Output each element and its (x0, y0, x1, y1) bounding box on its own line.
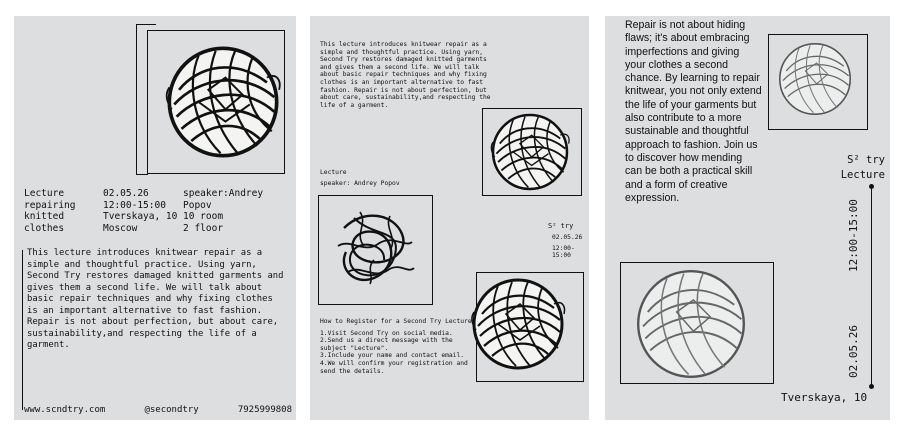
divider (136, 24, 156, 25)
timeline-line (871, 186, 872, 386)
speaker: speaker:Andrey Popov (183, 188, 264, 211)
address: Tverskaya, 10 (781, 391, 868, 404)
register-step: 4.We will confirm your registration and send the details. (320, 359, 468, 375)
yarn-ball-icon (468, 272, 568, 376)
divider (136, 24, 137, 174)
date: 02.05.26 (103, 188, 149, 199)
poster-1 (14, 16, 296, 420)
description: This lecture introduces knitwear repair as a simple and thoughtful practice. Using yarn, Second Try restores damaged knitted garments and gives them a second life. We will talk about basic repair techniques and why fixing clothes is an important alternative to fast fashion. Repair is not about perfection, but about care, sustainability,and respecting the life of a garment. (320, 41, 491, 109)
date: 02.05.26 (552, 234, 583, 241)
register-step: 3.Include your name and contact email. (320, 352, 465, 360)
description: This lecture introduces knitwear repair as a simple and thoughtful practice. Using yarn, Second Try restores damaged knitted garments and gives them a second life. We will talk about basic repair techniques and why fixing clothes is an important alternative to fast fashion. Repair is not about perfection, but about care, sustainability,and respecting the life of a garment. (27, 248, 284, 350)
poster-3 (605, 16, 890, 420)
yarn-ball-icon (775, 38, 855, 120)
register-step: 1.Visit Second Try on social media. (320, 329, 453, 337)
timeline-dot (869, 184, 874, 189)
lecture-label: Lecture (320, 169, 347, 176)
divider (136, 174, 148, 175)
brand-logo: S² try (548, 222, 574, 230)
brand-logo: S² try (847, 154, 885, 166)
timeline-dot (869, 384, 874, 389)
register-step: 2.Send us a direct message with the subject "Lecture". (320, 337, 453, 352)
social-handle[interactable]: @secondtry (144, 405, 199, 415)
time: 12:00- 15:00 (552, 244, 575, 260)
floor: 2 floor (183, 222, 224, 234)
phone-number[interactable]: 7925999808 (237, 405, 292, 415)
quote-text: Repair is not about hiding flaws; it's about embracing imperfections and giving your clothes a second chance. By learning to repair knitwear, you not only extend the life of your garments but also contribute to a more sustainable and thoughtful approach to fashion. Join us to discover how mending can be both a practical skill and a form of creative expression. (625, 19, 762, 204)
yarn-ball-icon (162, 38, 284, 166)
tangled-yarn-icon (324, 198, 424, 298)
lecture-label: Lecture (24, 188, 65, 199)
room: 10 room (183, 211, 224, 222)
yarn-ball-icon (629, 264, 753, 384)
city: Moscow (103, 222, 138, 234)
register-title: How to Register for a Second Try Lecture: (320, 318, 476, 325)
topic-word: knitted (24, 211, 65, 222)
time: 12:00-15:00 (847, 199, 860, 272)
lecture-label: Lecture (840, 169, 885, 181)
topic-word: repairing (24, 199, 76, 211)
date: 02.05.26 (847, 325, 860, 378)
topic-word: clothes (24, 222, 65, 234)
poster-2 (310, 16, 589, 420)
speaker: speaker: Andrey Popov (320, 179, 400, 187)
yarn-ball-icon (488, 110, 572, 194)
website-link[interactable]: www.scndtry.com (24, 405, 106, 415)
time: 12:00-15:00 (103, 199, 166, 211)
divider (22, 250, 23, 410)
street: Tverskaya, 10 (103, 211, 178, 222)
